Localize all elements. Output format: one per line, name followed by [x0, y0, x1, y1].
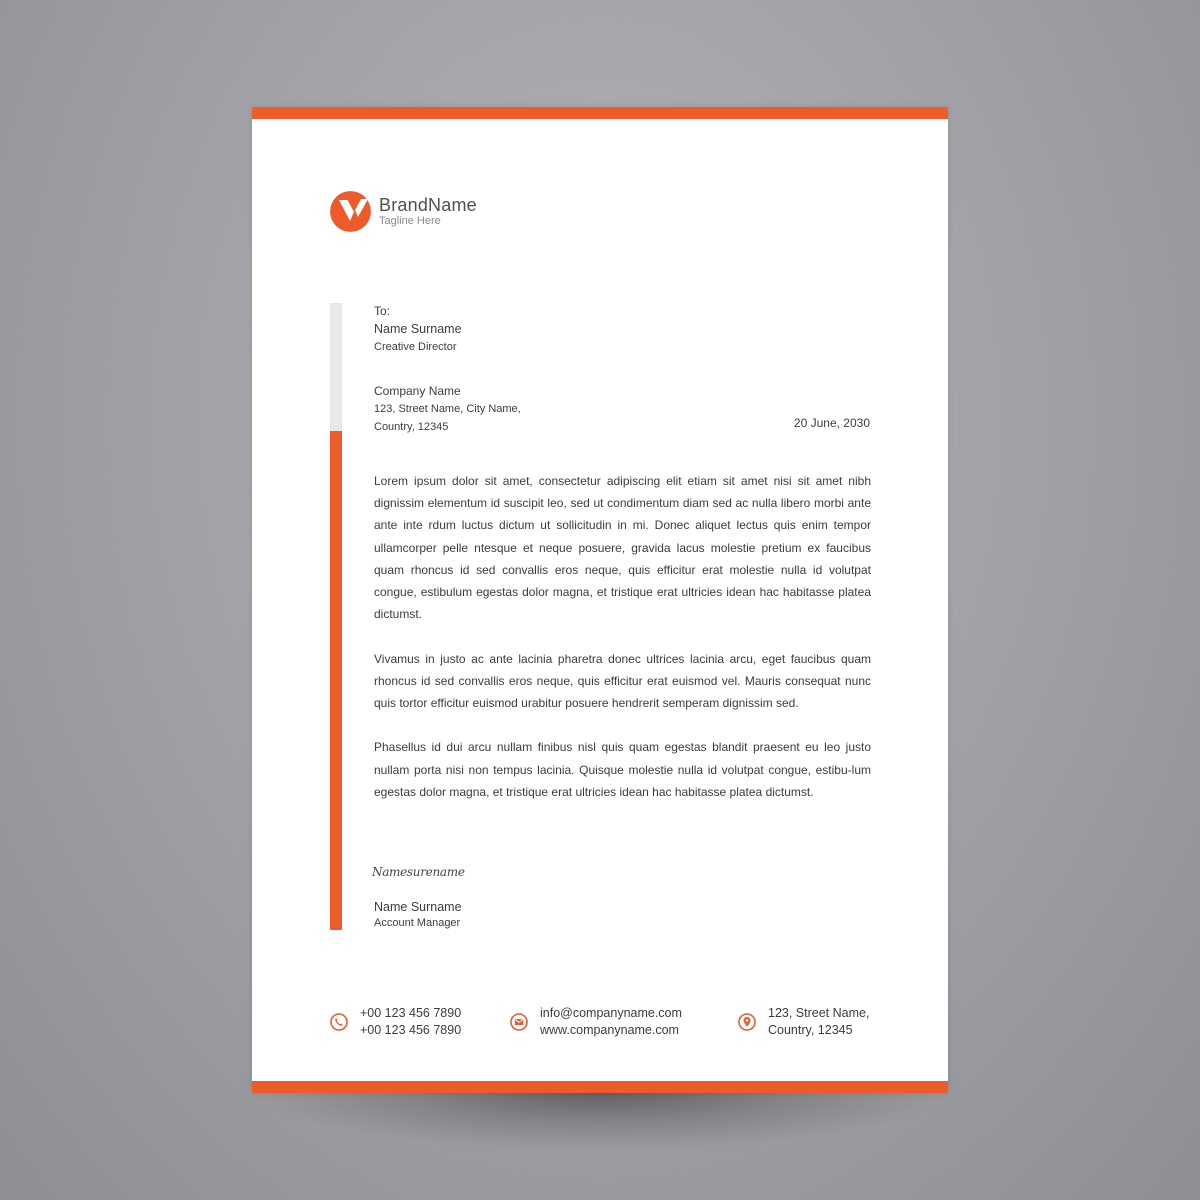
email-address: info@companyname.com [540, 1006, 682, 1020]
footer-address [738, 1005, 869, 1038]
paper-shadow [262, 1088, 938, 1148]
company-name: Company Name [374, 384, 461, 398]
mail-icon [510, 1013, 528, 1031]
brand-tagline: Tagline Here [379, 215, 441, 227]
phone-icon [330, 1013, 348, 1031]
body-paragraph: Lorem ipsum dolor sit amet, consectetur adipiscing elit etiam sit amet nisi sit amet nibh dignissim elementum id suscipit leo, sed ut condimentum diam sed ac nulla libero morbi ante ante inte rdum luctus dictum ut sollicitudin in mi. Donec aliquet lectus quis enim tempor ullamcorper pelle ntesque et neque posuere, gravida lacus molestie pretium ex faucibus quam rhoncus id sed convallis eros neque, quis efficitur erat molestie nulla id volutpat congue, estibulum egestas dolor magna, et tristique erat ultricies idean hac habitasse platea dictumst. [374, 474, 871, 622]
signer-name: Name Surname [374, 900, 462, 914]
recipient-block [374, 302, 462, 356]
letter-date: 20 June, 2030 [793, 416, 870, 430]
phone-line1: +00 123 456 7890 [360, 1006, 462, 1020]
brand-name: BrandName [379, 195, 477, 215]
footer-phone [330, 1005, 461, 1038]
body-paragraph: Phasellus id dui arcu nullam finibus nisl quis quam egestas blandit praesent eu leo justo nullam porta nisi non tempus lacinia. Quisque molestie nulla id volutpat congue, estibu-lum egestas dolor magna, et tristique erat ultricies idean hac habitasse platea dictumst. [374, 740, 871, 799]
address-line1: 123, Street Name, [768, 1006, 870, 1020]
letterhead-page [252, 107, 948, 1093]
signer-block [374, 899, 462, 931]
phone-line2: +00 123 456 7890 [360, 1022, 462, 1037]
address-line2: Country, 12345 [768, 1022, 853, 1037]
footer-email [510, 1005, 682, 1038]
location-pin-icon [738, 1013, 756, 1031]
company-block [374, 382, 521, 436]
recipient-name: Name Surname [374, 322, 462, 336]
company-address-line2: Country, 12345 [374, 421, 449, 433]
website-address: www.companyname.com [540, 1022, 679, 1037]
signer-title: Account Manager [374, 917, 461, 929]
body-paragraph: Vivamus in justo ac ante lacinia pharetra donec ultrices lacinia arcu, eget faucibus quam rhoncus id sed convallis eros neque, quis efficitur erat euismod vel. Mauris consequat nunc quis tortor efficitur euismod urabitur posuere hendrerit semperam dignissim sed. [374, 651, 871, 711]
side-bar-light [330, 303, 342, 431]
signature-script: Namesurename [372, 865, 465, 879]
letter-body [374, 470, 871, 825]
top-accent-bar [252, 107, 948, 119]
side-bar-accent [330, 431, 342, 930]
to-label: To: [374, 304, 391, 318]
bottom-accent-bar [252, 1081, 948, 1093]
company-address-line1: 123, Street Name, City Name, [374, 403, 521, 415]
recipient-title: Creative Director [374, 341, 457, 353]
brand-logo [330, 191, 477, 232]
v-circle-logo-icon [330, 191, 371, 232]
